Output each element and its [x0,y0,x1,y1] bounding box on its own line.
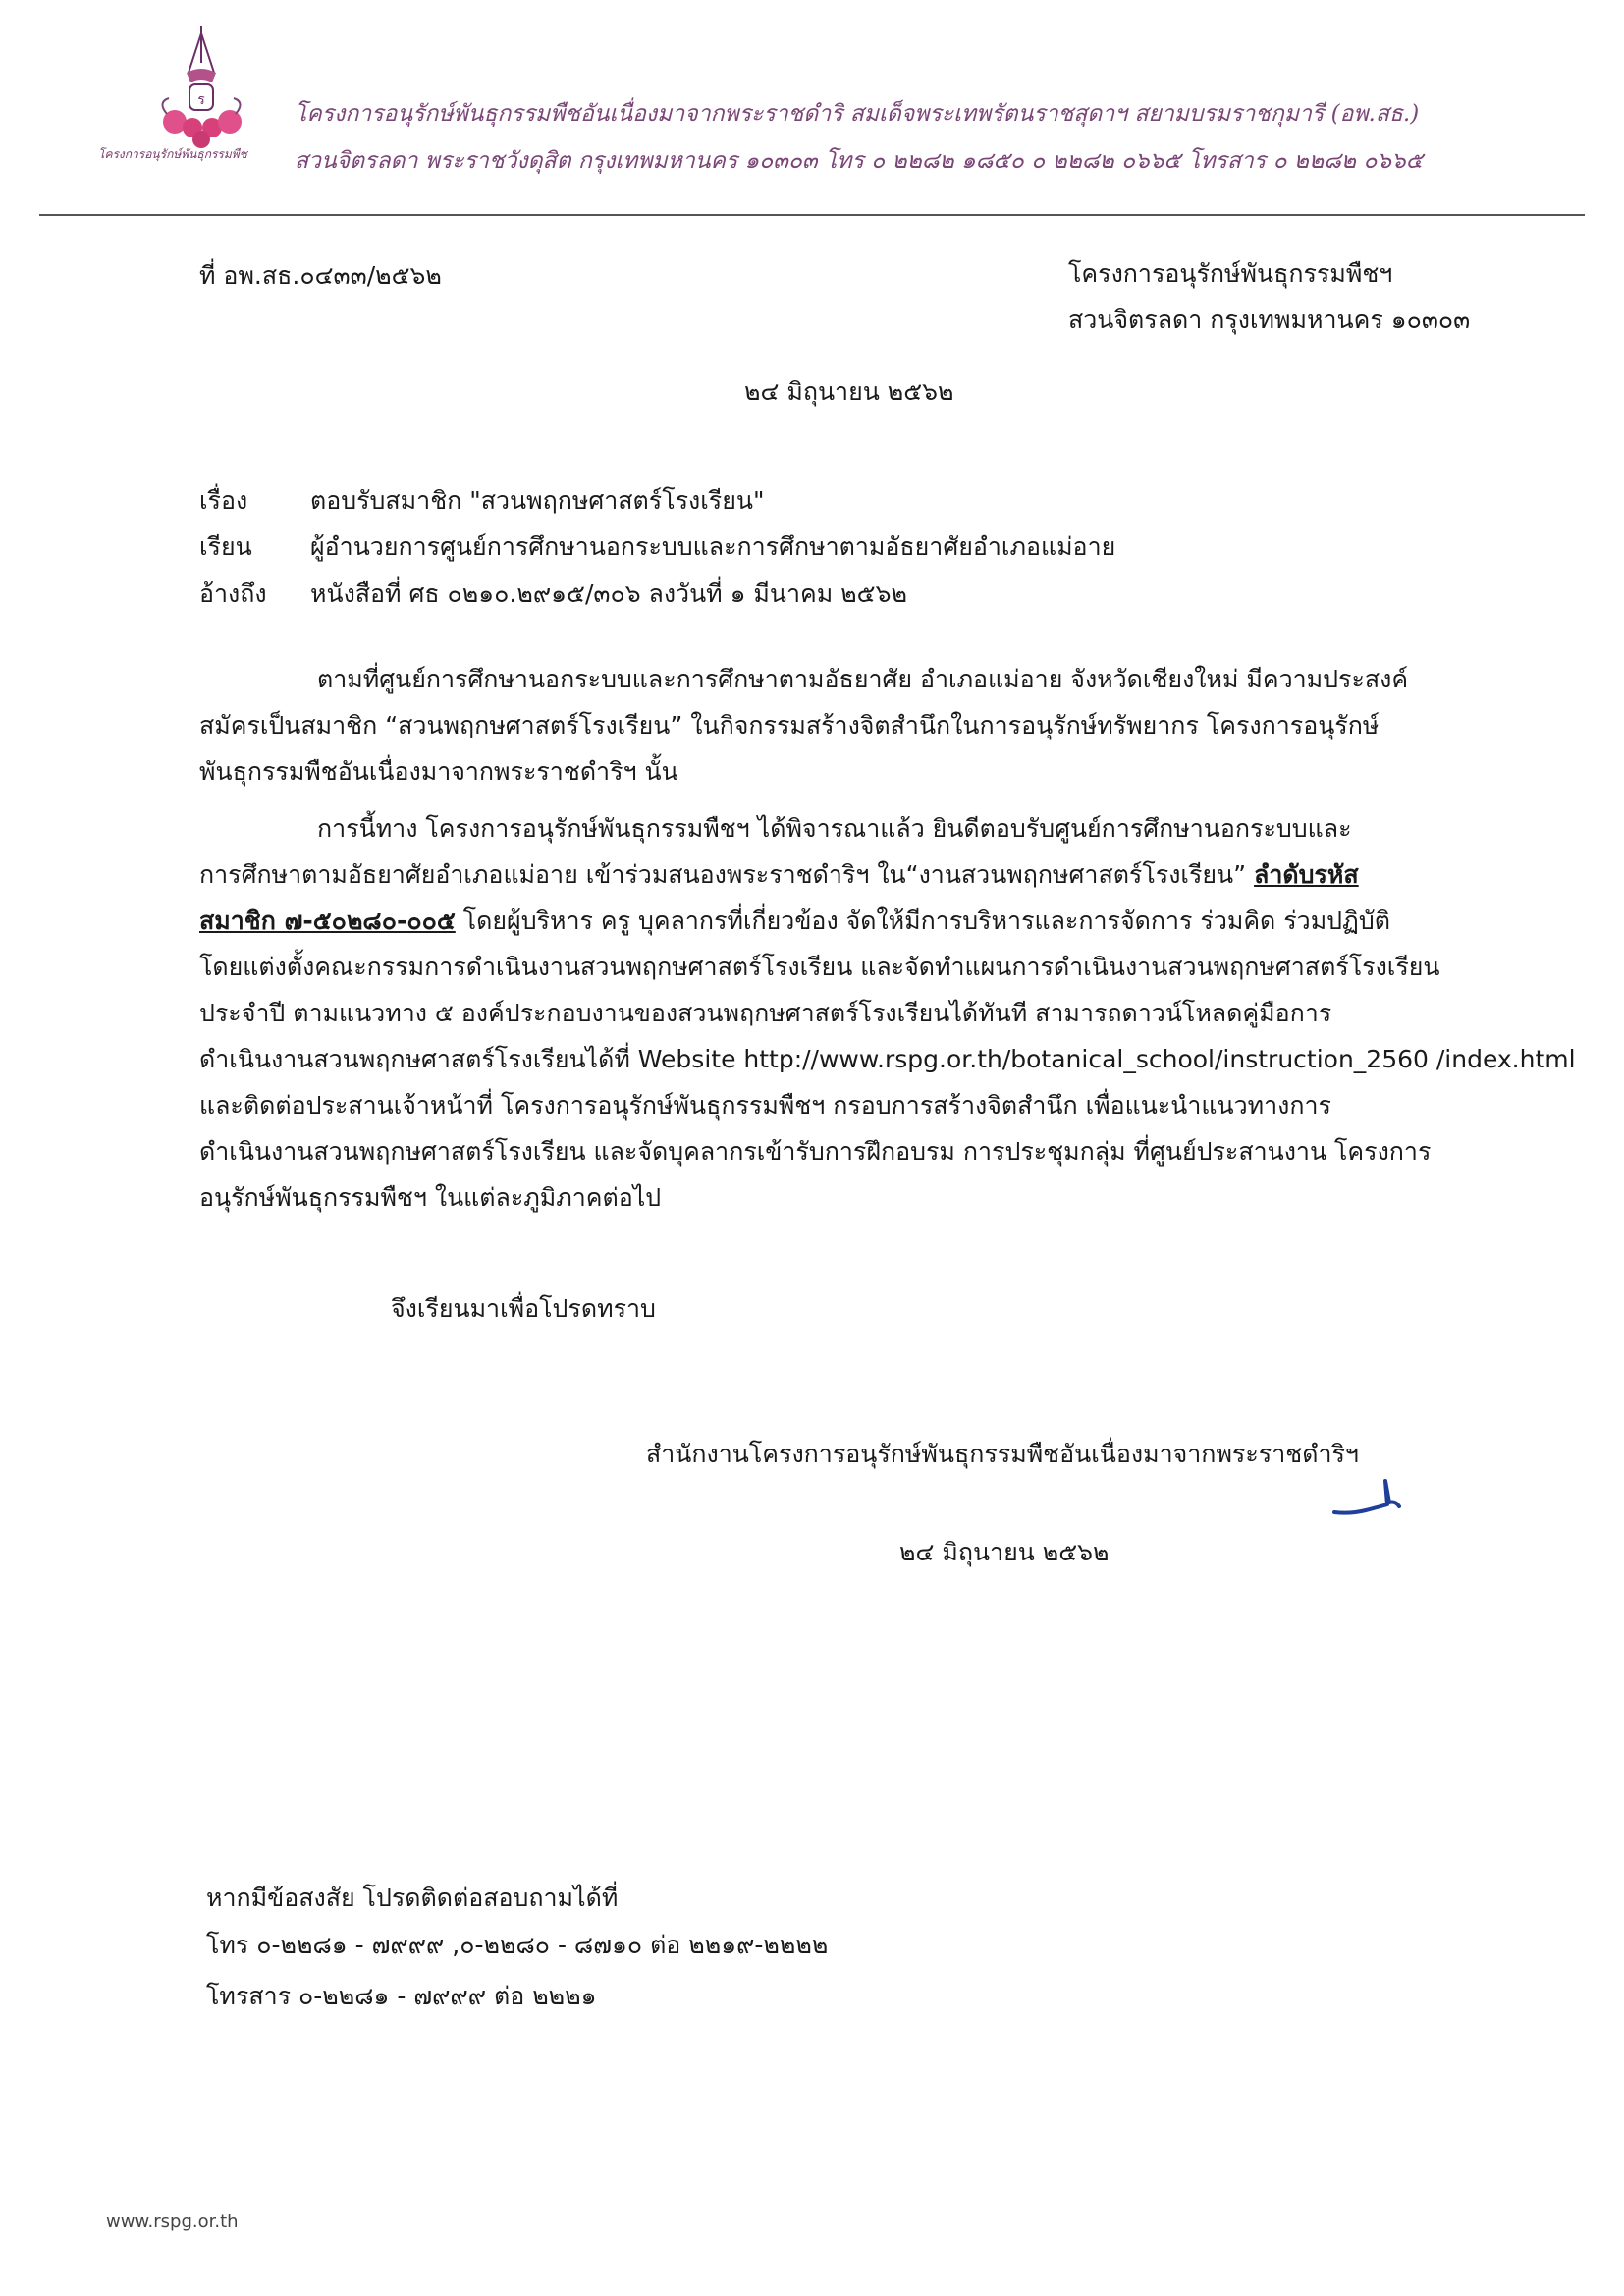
recipient-value: ผู้อำนวยการศูนย์การศึกษานอกระบบและการศึกษาตามอัธยาศัยอำเภอแม่อาย [310,532,1116,561]
paragraph-line: ดำเนินงานสวนพฤกษศาสตร์โรงเรียนได้ที่ Website http://www.rspg.or.th/botanical_school/instruction_2560 /index.html [199,1045,1576,1073]
member-code-label: ลำดับรหัส [1254,860,1359,889]
paragraph-line: และติดต่อประสานเจ้าหน้าที่ โครงการอนุรักษ์พันธุกรรมพืชฯ กรอบการสร้างจิตสำนึก เพื่อแนะนำแนวทางการ [199,1091,1331,1120]
svg-text:ร: ร [197,92,205,108]
emblem-caption: โครงการอนุรักษ์พันธุกรรมพืช [98,147,247,161]
closing-phrase: จึงเรียนมาเพื่อโปรดทราบ [391,1294,656,1323]
paragraph-line: ตามที่ศูนย์การศึกษานอกระบบและการศึกษาตามอัธยาศัย อำเภอแม่อาย จังหวัดเชียงใหม่ มีความประสงค์ [317,665,1409,693]
paragraph-line: อนุรักษ์พันธุกรรมพืชฯ ในแต่ละภูมิภาคต่อไป [199,1183,662,1212]
paragraph-line: พันธุกรรมพืชอันเนื่องมาจากพระราชดำริฯ นั้น [199,757,678,786]
contact-fax: โทรสาร ๐-๒๒๘๑ - ๗๙๙๙ ต่อ ๒๒๒๑ [206,1982,597,2010]
member-code: สมาชิก ๗-๕๐๒๘๐-๐๐๕ [199,906,456,935]
paragraph-line: สมัครเป็นสมาชิก “สวนพฤกษศาสตร์โรงเรียน” ในกิจกรรมสร้างจิตสำนึกในการอนุรักษ์ทรัพยากร โครงการอนุรักษ์ [199,711,1380,739]
contact-intro: หากมีข้อสงสัย โปรดติดต่อสอบถามได้ที่ [206,1884,619,1912]
subject-value: ตอบรับสมาชิก "สวนพฤกษศาสตร์โรงเรียน" [310,486,765,515]
paragraph-line: ประจำปี ตามแนวทาง ๕ องค์ประกอบงานของสวนพฤกษศาสตร์โรงเรียนได้ทันที สามารถดาวน์โหลดคู่มือการ [199,999,1332,1027]
signatory-office: สำนักงานโครงการอนุรักษ์พันธุกรรมพืชอันเนื่องมาจากพระราชดำริฯ [646,1440,1359,1468]
paragraph-body [199,805,1576,1221]
signature-date: ๒๔ มิถุนายน ๒๕๖๒ [899,1538,1110,1566]
sender-org: โครงการอนุรักษ์พันธุกรรมพืชฯ [1068,259,1393,288]
paragraph-line [199,851,1510,898]
letterhead-address: สวนจิตรลดา พระราชวังดุสิต กรุงเทพมหานคร ๑๐๓๐๓ โทร ๐ ๒๒๘๒ ๑๘๕๐ ๐ ๒๒๘๒ ๐๖๖๕ โทรสาร ๐ ๒๒๘๒ ๐๖๖๕ [295,148,1423,174]
subject-label: เรื่อง [199,486,248,515]
paragraph-text: การศึกษาตามอัธยาศัยอำเภอแม่อาย เข้าร่วมสนองพระราชดำริฯ ใน“งานสวนพฤกษศาสตร์โรงเรียน” [199,860,1255,889]
reference-value: หนังสือที่ ศธ ๐๒๑๐.๒๙๑๕/๓๐๖ ลงวันที่ ๑ มีนาคม ๒๕๖๒ [310,579,907,608]
paragraph-line [199,898,1510,944]
paragraph-text: โดยผู้บริหาร ครู บุคลากรที่เกี่ยวข้อง จัดให้มีการบริหารและการจัดการ ร่วมคิด ร่วมปฏิบัติ [455,906,1390,935]
contact-phone: โทร ๐-๒๒๘๑ - ๗๙๙๙ ,๐-๒๒๘๐ - ๘๗๑๐ ต่อ ๒๒๑๙-๒๒๒๒ [206,1931,829,1959]
paragraph-line: การนี้ทาง โครงการอนุรักษ์พันธุกรรมพืชฯ ได้พิจารณาแล้ว ยินดีตอบรับศูนย์การศึกษานอกระบบและ [317,814,1352,843]
sender-address: สวนจิตรลดา กรุงเทพมหานคร ๑๐๓๐๓ [1068,305,1471,334]
letterhead-title: โครงการอนุรักษ์พันธุกรรมพืชอันเนื่องมาจากพระราชดำริ สมเด็จพระเทพรัตนราชสุดาฯ สยามบรมราชกุมารี (อพ.สธ.) [295,101,1420,127]
paragraph-line: ดำเนินงานสวนพฤกษศาสตร์โรงเรียน และจัดบุคลากรเข้ารับการฝึกอบรม การประชุมกลุ่ม ที่ศูนย์ประสานงาน โครงการ [199,1137,1432,1166]
reference-label: อ้างถึง [199,579,267,608]
recipient-label: เรียน [199,532,252,561]
header-divider [39,214,1585,216]
website-footer: www.rspg.or.th [106,2212,239,2232]
paragraph-line: โดยแต่งตั้งคณะกรรมการดำเนินงานสวนพฤกษศาสตร์โรงเรียน และจัดทำแผนการดำเนินงานสวนพฤกษศาสตร์โรงเรียน [199,953,1440,981]
paragraph-intro [199,656,1510,794]
letter-date: ๒๔ มิถุนายน ๒๕๖๒ [744,377,954,406]
reference-number: ที่ อพ.สธ.๐๔๓๓/๒๕๖๒ [199,261,442,290]
signature-icon [1330,1475,1409,1520]
